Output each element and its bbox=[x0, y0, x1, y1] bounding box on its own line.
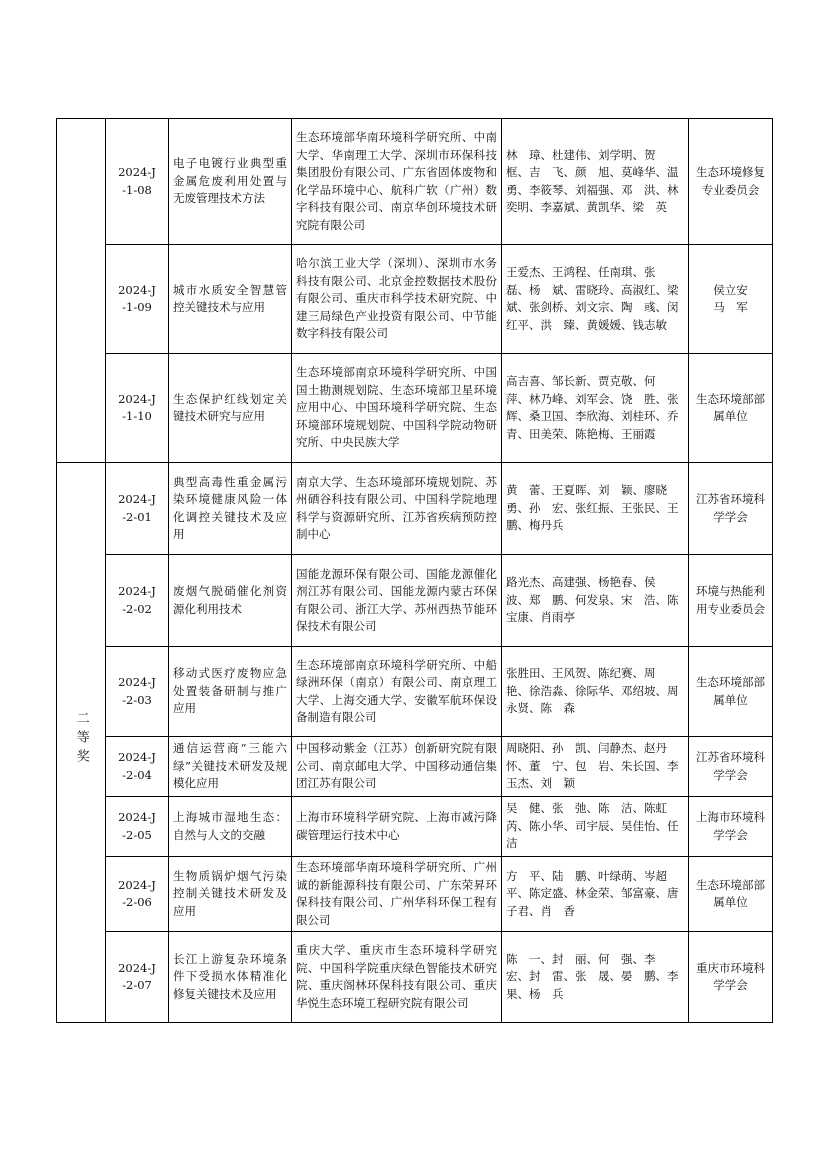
project-code: 2024-J -2-01 bbox=[106, 463, 169, 555]
project-code: 2024-J -2-03 bbox=[106, 647, 169, 737]
project-name: 长江上游复杂环境条件下受损水体精准化修复关键技术及应用 bbox=[169, 932, 292, 1023]
project-name: 典型高毒性重金属污染环境健康风险一体化调控关键技术及应用 bbox=[169, 463, 292, 555]
completing-people: 方 平、陆 鹏、叶绿萌、岑超平、陈定盛、林金荣、邹富豪、唐子君、肖 香 bbox=[502, 857, 689, 932]
project-name: 废烟气脱硝催化剂资源化利用技术 bbox=[169, 555, 292, 647]
project-name: 生态保护红线划定关键技术研究与应用 bbox=[169, 354, 292, 463]
table-row bbox=[57, 797, 773, 857]
table-row bbox=[57, 354, 773, 463]
recommender: 上海市环境科学学会 bbox=[689, 797, 773, 857]
completing-units: 重庆大学、重庆市生态环境科学研究院、中国科学院重庆绿色智能技术研究院、重庆阁林环保科技有限公司、重庆华悦生态环境工程研究院有限公司 bbox=[292, 932, 502, 1023]
completing-people: 黄 蕾、王夏晖、刘 颖、廖晓勇、孙 宏、张红振、王张民、王 鹏、梅丹兵 bbox=[502, 463, 689, 555]
completing-units: 生态环境部华南环境科学研究所、中南大学、华南理工大学、深圳市环保科技集团股份有限公司、广东省固体废物和化学品环境中心、航科广软（广州）数字科技有限公司、南京华创环境技术研究院有限公司 bbox=[292, 119, 502, 245]
table-row bbox=[57, 463, 773, 555]
grade-cell-second-prize: 二等奖 bbox=[57, 463, 106, 1023]
table-row bbox=[57, 647, 773, 737]
table-row bbox=[57, 555, 773, 647]
recommender: 生态环境修复专业委员会 bbox=[689, 119, 773, 245]
completing-units: 中国移动紫金（江苏）创新研究院有限公司、南京邮电大学、中国移动通信集团江苏有限公司 bbox=[292, 737, 502, 797]
completing-units: 哈尔滨工业大学（深圳）、深圳市水务科技有限公司、北京金控数据技术股份有限公司、重庆市科学技术研究院、中建三局绿色产业投资有限公司、中节能数字科技有限公司 bbox=[292, 245, 502, 354]
project-code: 2024-J -1-10 bbox=[106, 354, 169, 463]
project-code: 2024-J -2-02 bbox=[106, 555, 169, 647]
project-code: 2024-J -2-04 bbox=[106, 737, 169, 797]
recommender: 江苏省环境科学学会 bbox=[689, 463, 773, 555]
completing-units: 上海市环境科学研究院、上海市减污降碳管理运行技术中心 bbox=[292, 797, 502, 857]
completing-people: 高吉喜、邹长新、贾克敬、何 萍、林乃峰、刘军会、饶 胜、张 辉、桑卫国、李欣海、刘桂环、乔 青、田美荣、陈艳梅、王丽霞 bbox=[502, 354, 689, 463]
grade-cell-first bbox=[57, 119, 106, 463]
project-name: 电子电镀行业典型重金属危废利用处置与无废管理技术方法 bbox=[169, 119, 292, 245]
recommender: 生态环境部部属单位 bbox=[689, 857, 773, 932]
table-row bbox=[57, 737, 773, 797]
table-row bbox=[57, 857, 773, 932]
completing-people: 林 璋、杜建伟、刘学明、贺 框、吉 飞、颜 旭、莫峰华、温 勇、李筱琴、刘福强、邓 洪、林奕明、李嘉斌、黄凯华、梁 英 bbox=[502, 119, 689, 245]
completing-units: 生态环境部南京环境科学研究所、中船绿洲环保（南京）有限公司、南京理工大学、上海交通大学、安徽军航环保设备制造有限公司 bbox=[292, 647, 502, 737]
completing-units: 生态环境部南京环境科学研究所、中国国土勘测规划院、生态环境部卫星环境应用中心、中国环境科学研究院、生态环境部环境规划院、中国科学院动物研究所、中央民族大学 bbox=[292, 354, 502, 463]
completing-people: 张胜田、王风贺、陈纪赛、周 艳、徐浩淼、徐际华、邓绍坡、周永贤、陈 森 bbox=[502, 647, 689, 737]
table-row bbox=[57, 119, 773, 245]
completing-people: 周晓阳、孙 凯、闫静杰、赵丹怀、董 宁、包 岩、朱长国、李玉杰、刘 颖 bbox=[502, 737, 689, 797]
recommender: 环境与热能利用专业委员会 bbox=[689, 555, 773, 647]
recommender: 生态环境部部属单位 bbox=[689, 354, 773, 463]
completing-people: 王爱杰、王鸿程、任南琪、张 磊、杨 斌、雷晓玲、高淑红、梁 斌、张剑桥、刘文宗、陶 彧、闵红平、洪 臻、黄媛媛、钱志敏 bbox=[502, 245, 689, 354]
recommender: 侯立安 马 军 bbox=[689, 245, 773, 354]
completing-people: 吴 健、张 弛、陈 洁、陈虹芮、陈小华、司宇辰、吴佳怡、任 洁 bbox=[502, 797, 689, 857]
project-code: 2024-J -2-05 bbox=[106, 797, 169, 857]
completing-people: 路光杰、高建强、杨艳春、侯 波、郑 鹏、何发泉、宋 浩、陈宝康、肖雨亭 bbox=[502, 555, 689, 647]
project-code: 2024-J -1-09 bbox=[106, 245, 169, 354]
project-name: 上海城市湿地生态：自然与人文的交融 bbox=[169, 797, 292, 857]
table-row bbox=[57, 932, 773, 1023]
completing-units: 生态环境部华南环境科学研究所、广州诚的新能源科技有限公司、广东荣昇环保科技有限公司、广州华科环保工程有限公司 bbox=[292, 857, 502, 932]
table-row bbox=[57, 245, 773, 354]
completing-units: 国能龙源环保有限公司、国能龙源催化剂江苏有限公司、国能龙源内蒙古环保有限公司、浙江大学、苏州西热节能环保技术有限公司 bbox=[292, 555, 502, 647]
recommender: 重庆市环境科学学会 bbox=[689, 932, 773, 1023]
completing-units: 南京大学、生态环境部环境规划院、苏州硒谷科技有限公司、中国科学院地理科学与资源研究所、江苏省疾病预防控制中心 bbox=[292, 463, 502, 555]
completing-people: 陈 一、封 丽、何 强、李 宏、封 雷、张 晟、晏 鹏、李 果、杨 兵 bbox=[502, 932, 689, 1023]
project-code: 2024-J -2-07 bbox=[106, 932, 169, 1023]
project-code: 2024-J -2-06 bbox=[106, 857, 169, 932]
project-name: 移动式医疗废物应急处置装备研制与推广应用 bbox=[169, 647, 292, 737]
project-code: 2024-J -1-08 bbox=[106, 119, 169, 245]
project-name: 生物质锅炉烟气污染控制关键技术研发及应用 bbox=[169, 857, 292, 932]
recommender: 生态环境部部属单位 bbox=[689, 647, 773, 737]
project-name: 通信运营商“三能六绿”关键技术研发及规模化应用 bbox=[169, 737, 292, 797]
project-name: 城市水质安全智慧管控关键技术与应用 bbox=[169, 245, 292, 354]
awards-table bbox=[56, 118, 773, 1023]
recommender: 江苏省环境科学学会 bbox=[689, 737, 773, 797]
